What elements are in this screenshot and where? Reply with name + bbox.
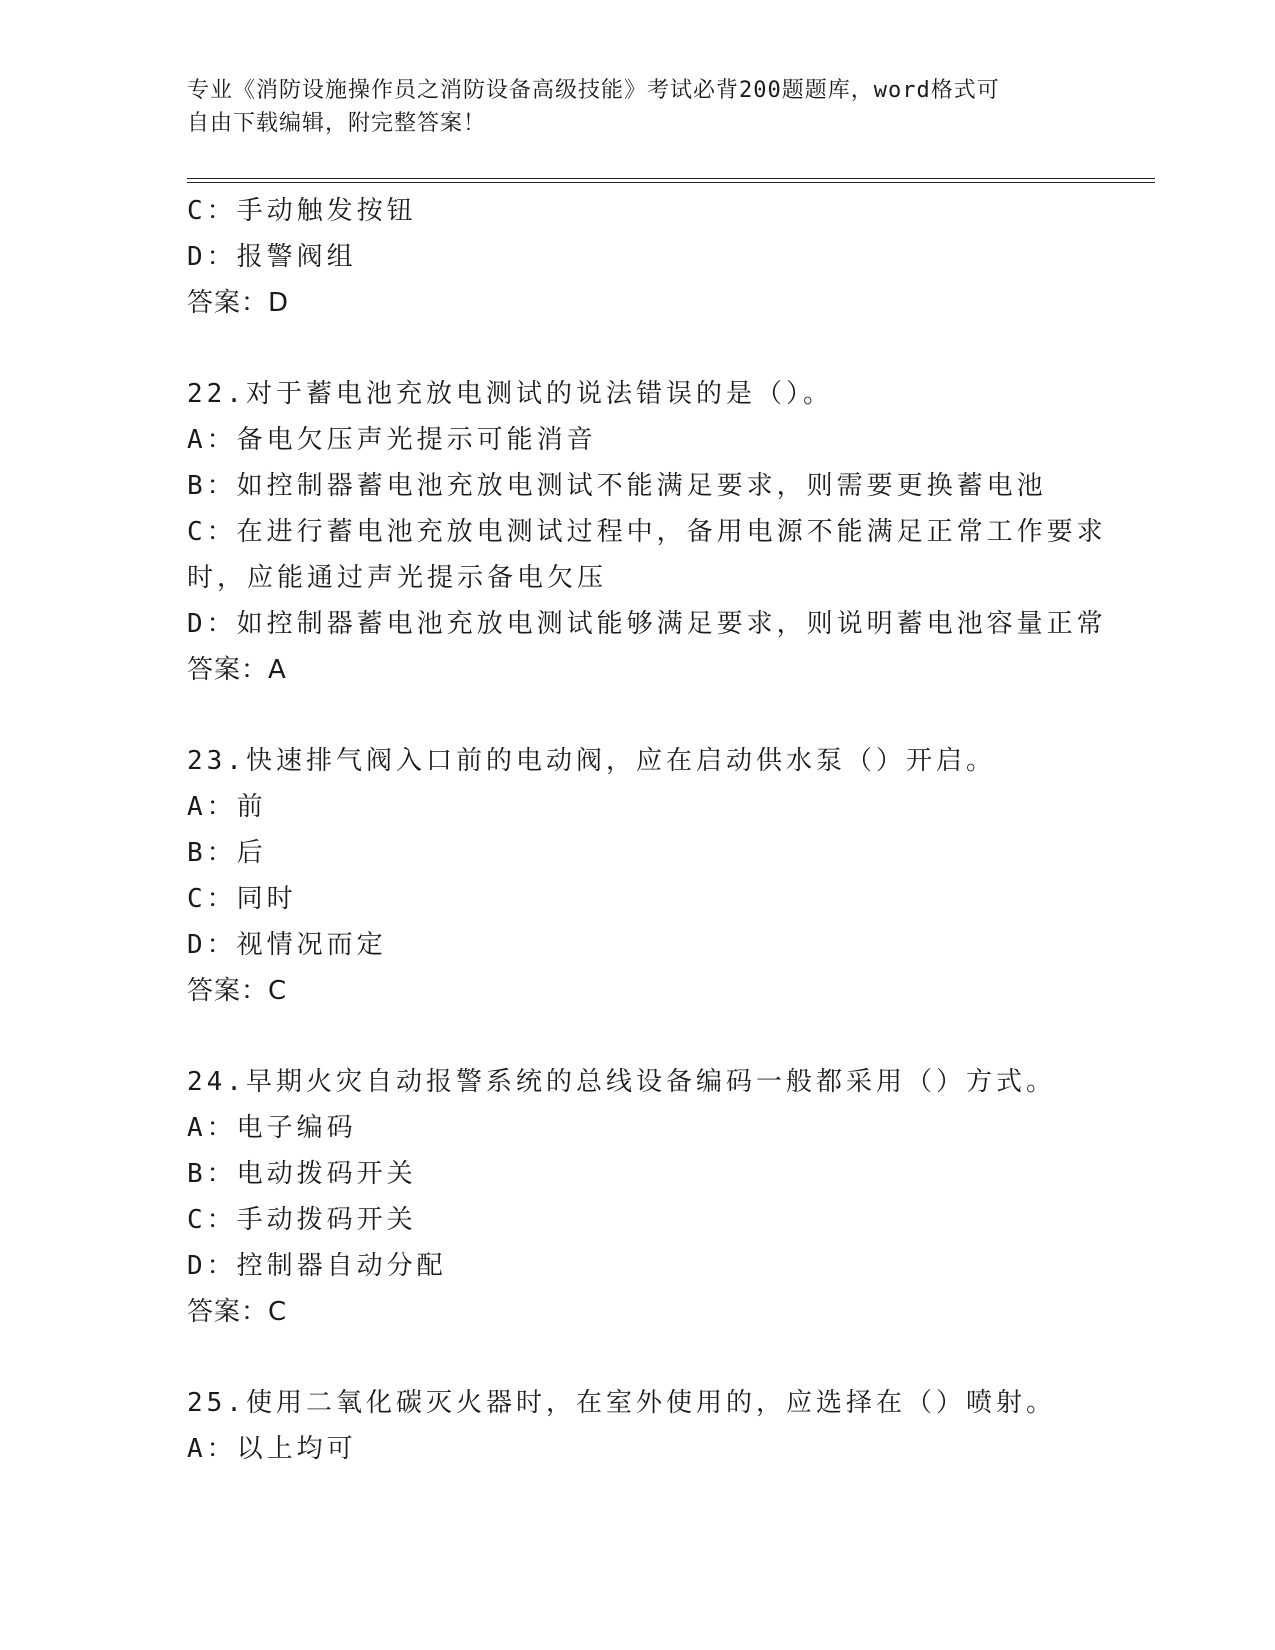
option-a: A：备电欠压声光提示可能消音 <box>187 425 597 455</box>
question-stem: 22.对于蓄电池充放电测试的说法错误的是（）。 <box>187 379 833 409</box>
header-divider-top <box>187 178 1155 179</box>
option-c: C：同时 <box>187 884 297 914</box>
option-c-continued: 时，应能通过声光提示备电欠压 <box>187 563 608 593</box>
option-c: C：在进行蓄电池充放电测试过程中，备用电源不能满足正常工作要求 <box>187 517 1107 547</box>
question-stem: 23.快速排气阀入口前的电动阀，应在启动供水泵（）开启。 <box>187 746 996 776</box>
option-d: D：如控制器蓄电池充放电测试能够满足要求，则说明蓄电池容量正常 <box>187 609 1107 639</box>
question-list <box>187 188 1107 1472</box>
document-header <box>187 74 1067 140</box>
question-25 <box>187 1380 1087 1472</box>
question-23 <box>187 738 1087 1014</box>
answer-line: 答案：C <box>187 976 288 1006</box>
option-a: A：前 <box>187 792 267 822</box>
option-a: A：以上均可 <box>187 1434 357 1464</box>
option-a: A：电子编码 <box>187 1113 357 1143</box>
answer-line: 答案：D <box>187 288 290 318</box>
option-c: C：手动拨码开关 <box>187 1205 417 1235</box>
question-stem: 25.使用二氧化碳灭火器时，在室外使用的，应选择在（）喷射。 <box>187 1388 1056 1418</box>
option-c: C：手动触发按钮 <box>187 196 417 226</box>
header-line-2: 自由下载编辑，附完整答案！ <box>187 111 487 136</box>
option-b: B：后 <box>187 838 267 868</box>
question-stem: 24.早期火灾自动报警系统的总线设备编码一般都采用（）方式。 <box>187 1067 1056 1097</box>
option-d: D：视情况而定 <box>187 930 387 960</box>
header-line-1: 专业《消防设施操作员之消防设备高级技能》考试必背200题题库，word格式可 <box>187 78 1000 103</box>
answer-line: 答案：A <box>187 655 287 685</box>
header-divider-bottom <box>187 182 1155 183</box>
option-b: B：如控制器蓄电池充放电测试不能满足要求，则需要更换蓄电池 <box>187 471 1047 501</box>
option-b: B：电动拨码开关 <box>187 1159 417 1189</box>
question-24 <box>187 1059 1087 1335</box>
question-22 <box>187 371 1107 693</box>
answer-line: 答案：C <box>187 1297 288 1327</box>
option-d: D：报警阀组 <box>187 242 357 272</box>
option-d: D：控制器自动分配 <box>187 1251 447 1281</box>
question-21-tail <box>187 188 1087 326</box>
